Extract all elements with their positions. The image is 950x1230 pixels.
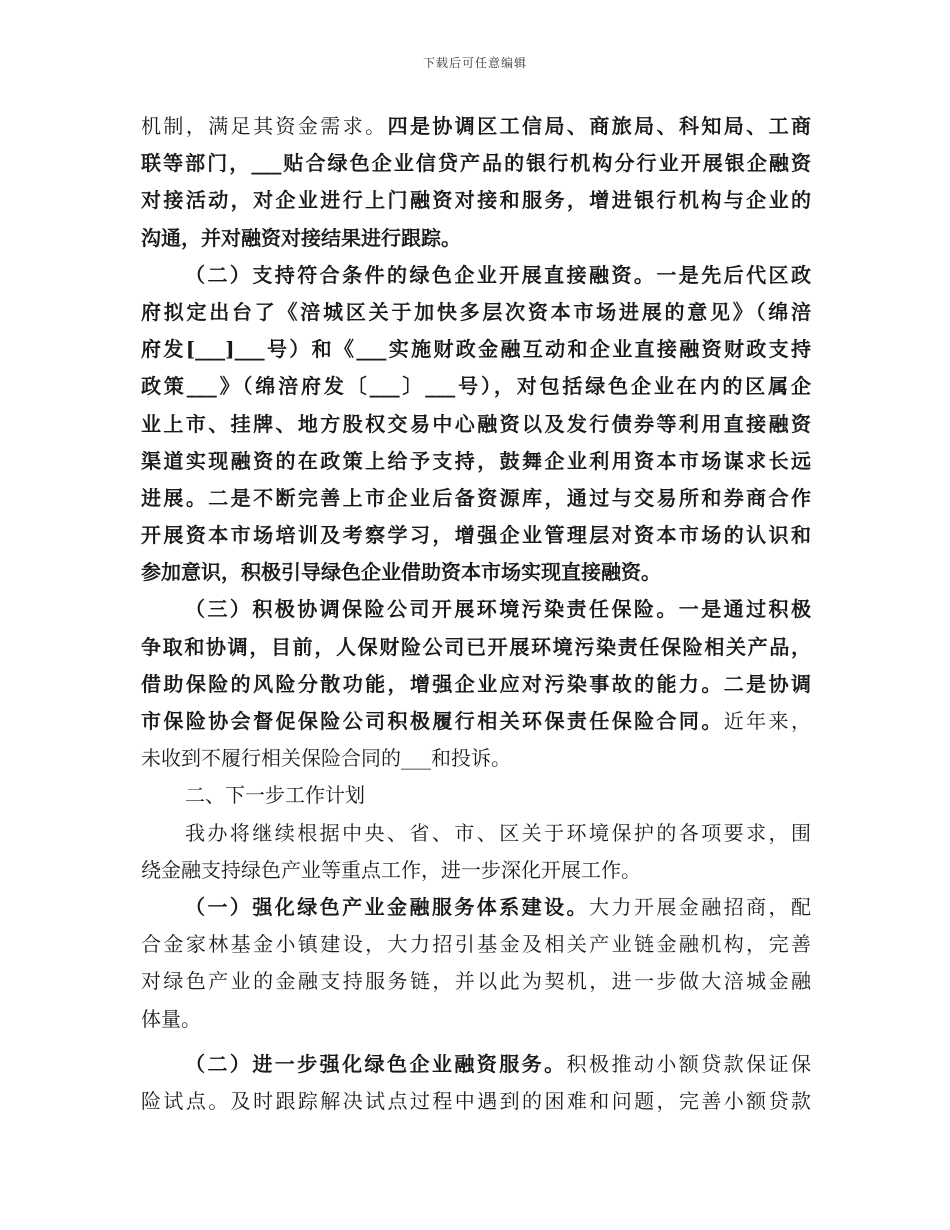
bold-text: 业上市、挂牌、地方股权交易中心融资以及发行债券等利用直接融资 [141, 411, 811, 436]
text-line [141, 108, 811, 145]
bold-text: 四是协调区工信局、商旅局、科知局、工商 [387, 114, 811, 138]
text-line [141, 629, 811, 666]
text: 大力开展金融招商，配 [589, 894, 811, 919]
text-line [141, 1083, 811, 1120]
text-line [141, 331, 811, 368]
text-line [141, 406, 811, 443]
text: 未收到不履行相关保险合同的___和投诉。 [141, 746, 511, 771]
text-line [141, 777, 811, 814]
text: 险试点。及时跟踪解决试点过程中遇到的困难和问题，完善小额贷款 [141, 1088, 811, 1113]
text-line [141, 926, 811, 963]
text-line [141, 1046, 811, 1083]
page-header: 下载后可任意编辑 [422, 56, 527, 70]
text: 合金家林基金小镇建设，大力招引基金及相关产业链金融机构，完善 [141, 932, 811, 957]
text: 对绿色产业的金融支持服务链，并以此为契机，进一步做大涪城金融 [141, 969, 811, 994]
text-line [141, 591, 811, 628]
text-line [141, 703, 811, 740]
paragraph [141, 777, 811, 814]
text-line [141, 666, 811, 703]
text-line [141, 963, 811, 1000]
bold-text: 争取和协调，目前，人保财险公司已开展环境污染责任保险相关产品， [141, 634, 811, 659]
bold-text: 府发[___]___号）和《___实施财政金融互动和企业直接融资财政支持 [141, 337, 811, 362]
text: 积极推动小额贷款保证保 [566, 1051, 811, 1076]
bold-text: 进展。二是不断完善上市企业后备资源库，通过与交易所和券商合作 [141, 485, 811, 510]
paragraph [141, 1046, 811, 1120]
text-line [141, 257, 811, 294]
bold-text: 开展资本市场培训及考察学习，增强企业管理层对资本市场的认识和 [141, 523, 811, 548]
bold-text: 联等部门，___贴合绿色企业信贷产品的银行机构分行业开展银企融资 [141, 151, 811, 176]
bold-text: 渠道实现融资的在政策上给予支持，鼓舞企业利用资本市场谋求长远 [141, 448, 811, 473]
text-line [141, 294, 811, 331]
bold-text: 对接活动，对企业进行上门融资对接和服务，增进银行机构与企业的 [141, 188, 811, 213]
text-line [141, 740, 811, 777]
document-body [141, 108, 811, 1120]
text: 我办将继续根据中央、省、市、区关于环境保护的各项要求，围 [185, 820, 811, 845]
text: 机制，满足其资金需求。 [141, 114, 388, 138]
paragraph [141, 889, 811, 1038]
text-line [141, 889, 811, 926]
paragraph-gap [141, 1038, 811, 1046]
paragraph [141, 815, 811, 889]
bold-text: （三）积极协调保险公司开展环境污染责任保险。一是通过积极 [185, 597, 811, 622]
text-line [141, 517, 811, 554]
text-line [141, 815, 811, 852]
text: 近年来， [723, 709, 811, 733]
bold-text: 参加意识，积极引导绿色企业借助资本市场实现直接融资。 [141, 560, 661, 585]
text: 二、下一步工作计划 [185, 783, 365, 808]
bold-text: 借助保险的风险分散功能，增强企业应对污染事故的能力。二是协调 [141, 671, 811, 696]
paragraph [141, 108, 811, 257]
text: 绕金融支持绿色产业等重点工作，进一步深化开展工作。 [141, 857, 641, 882]
bold-text: （一）强化绿色产业金融服务体系建设。 [185, 894, 589, 919]
paragraph [141, 591, 811, 777]
bold-text: 沟通，并对融资对接结果进行跟踪。 [141, 225, 461, 250]
bold-text: 府拟定出台了《涪城区关于加快多层次资本市场进展的意见》（绵涪 [141, 299, 811, 324]
bold-text: （二）进一步强化绿色企业融资服务。 [185, 1051, 567, 1076]
text-line [141, 480, 811, 517]
paragraph [141, 257, 811, 592]
text-line [141, 145, 811, 182]
text-line [141, 220, 811, 257]
text-line [141, 554, 811, 591]
text-line [141, 182, 811, 219]
text-line [141, 443, 811, 480]
text-line [141, 368, 811, 405]
bold-text: 市保险协会督促保险公司积极履行相关环保责任保险合同。 [141, 709, 724, 733]
bold-text: （二）支持符合条件的绿色企业开展直接融资。一是先后代区政 [185, 262, 811, 287]
text-line [141, 1001, 811, 1038]
bold-text: 政策___》（绵涪府发〔___〕___号），对包括绿色企业在内的区属企 [141, 374, 811, 399]
text-line [141, 852, 811, 889]
text: 体量。 [141, 1006, 201, 1031]
